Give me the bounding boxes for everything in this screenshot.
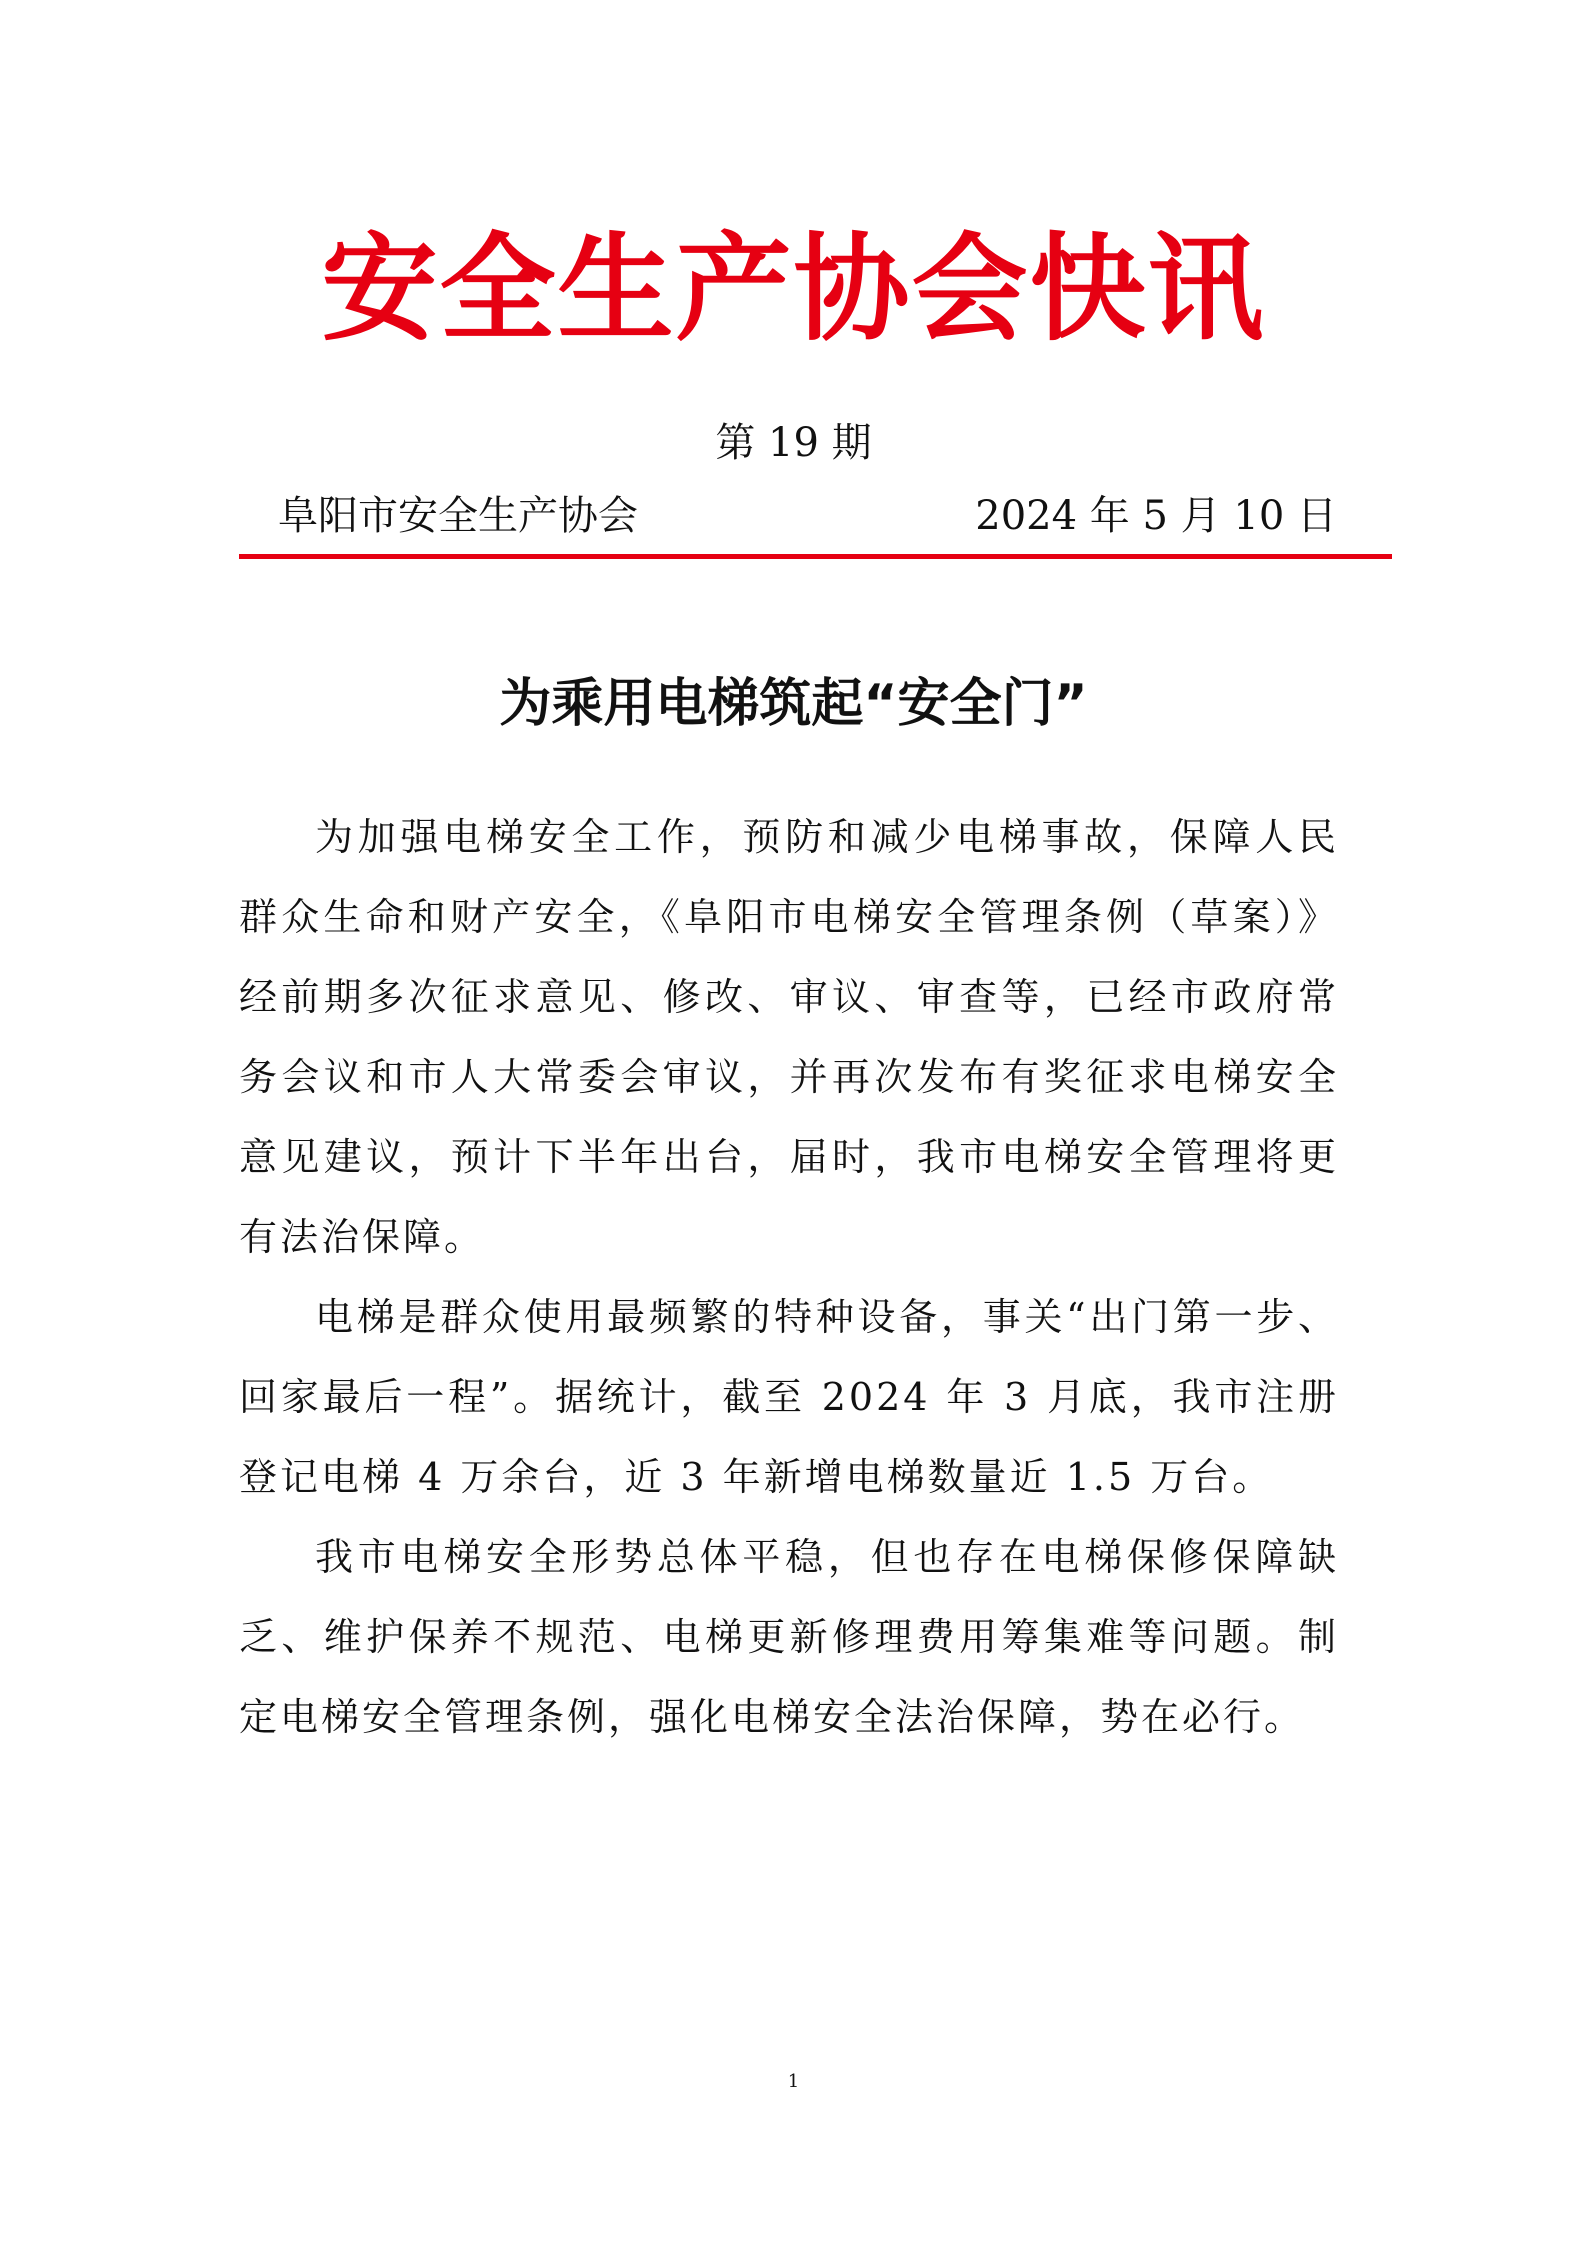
article-paragraph: 电梯是群众使用最频繁的特种设备，事关“出门第一步、回家最后一程”。据统计，截至 2024 年 3 月底，我市注册登记电梯 4 万余台，近 3 年新增电梯数量近 1.5 万台。 [239, 1295, 1339, 1499]
issue-number: 第 19 期 [715, 420, 872, 466]
masthead-title: 安全生产协会快讯 [321, 222, 1266, 357]
publish-date: 2024 年 5 月 10 日 [975, 493, 1337, 539]
publisher-organization: 阜阳市安全生产协会 [278, 493, 638, 539]
article-title: 为乘用电梯筑起“安全门” [499, 674, 1088, 734]
article-body [239, 797, 1339, 1757]
article-paragraph: 我市电梯安全形势总体平稳，但也存在电梯保修保障缺乏、维护保养不规范、电梯更新修理费用筹集难等问题。制定电梯安全管理条例，强化电梯安全法治保障，势在必行。 [239, 1535, 1339, 1739]
article-paragraph: 为加强电梯安全工作，预防和减少电梯事故，保障人民群众生命和财产安全，《阜阳市电梯安全管理条例（草案）》经前期多次征求意见、修改、审议、审查等，已经市政府常务会议和市人大常委会审议，并再次发布有奖征求电梯安全意见建议，预计下半年出台，届时，我市电梯安全管理将更有法治保障。 [239, 815, 1339, 1259]
header-divider [239, 554, 1392, 559]
page-number: 1 [787, 2071, 800, 2092]
